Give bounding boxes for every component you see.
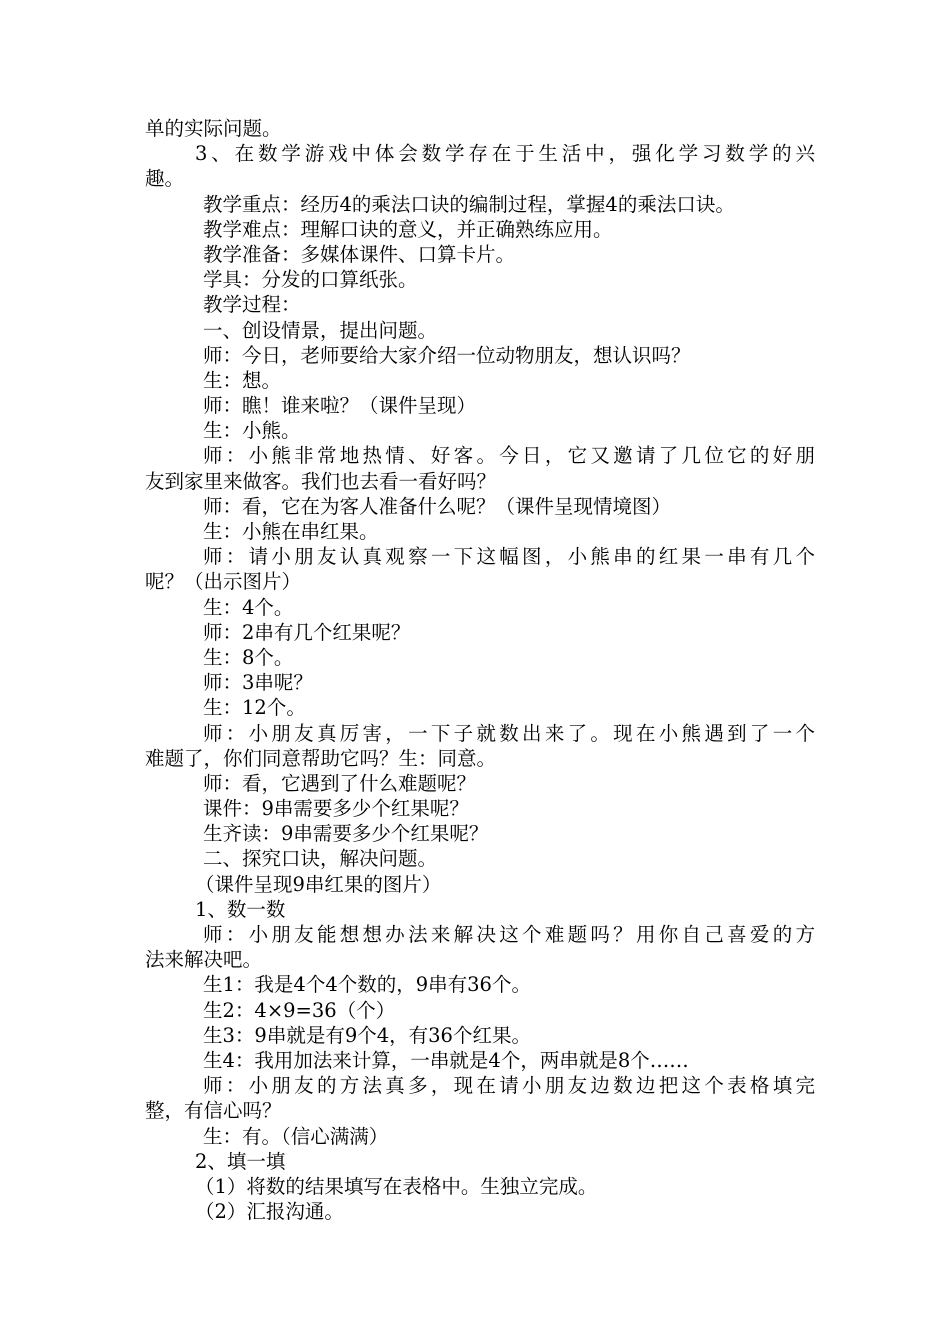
dialogue-line: 整，有信心吗？	[145, 1099, 282, 1123]
paragraph-line: 趣。	[145, 167, 185, 191]
dialogue-line: 师：看，它遇到了什么难题呢？	[203, 771, 477, 795]
section-heading: 一、创设情景，提出问题。	[203, 318, 438, 342]
dialogue-line: 生1：我是4个4个数的，9串有36个。	[203, 973, 531, 997]
dialogue-line: 生：12个。	[203, 696, 306, 720]
paragraph-line: 教学重点：经历4的乘法口诀的编制过程，掌握4的乘法口诀。	[203, 192, 735, 216]
section-heading: 二、探究口诀，解决问题。	[203, 847, 438, 871]
dialogue-line: 课件：9串需要多少个红果呢？	[203, 797, 469, 821]
dialogue-line: 师：3串呢？	[203, 671, 313, 695]
dialogue-line: 生：8个。	[203, 645, 294, 669]
dialogue-line: 生：想。	[203, 368, 282, 392]
dialogue-line: 呢？（出示图片）	[145, 570, 302, 594]
dialogue-line: 生3：9串就是有9个4，有36个红果。	[203, 1023, 531, 1047]
dialogue-line: 师：小朋友真厉害，一下子就数出来了。现在小熊遇到了一个	[203, 721, 815, 745]
dialogue-line: 师：看，它在为客人准备什么呢？（课件呈现情境图）	[203, 494, 672, 518]
dialogue-line: 师：小朋友能想想办法来解决这个难题吗？用你自己喜爱的方	[203, 923, 815, 946]
paragraph-line: （2）汇报沟通。	[195, 1200, 344, 1224]
dialogue-line: 师：小熊非常地热情、好客。今日，它又邀请了几位它的好朋	[203, 444, 815, 468]
dialogue-line: 生：小熊在串红果。	[203, 520, 379, 543]
dialogue-line: 生：有。（信心满满）	[203, 1124, 389, 1148]
paragraph-line: 教学难点：理解口诀的意义，并正确熟练应用。	[203, 217, 613, 241]
dialogue-line: 生：4个。	[203, 595, 294, 619]
paragraph-line: 教学准备：多媒体课件、口算卡片。	[203, 242, 516, 266]
subsection-heading: 1、数一数	[195, 897, 286, 921]
paragraph-line: 单的实际问题。	[145, 117, 282, 140]
dialogue-line: 生：小熊。	[203, 419, 301, 443]
paragraph-line: （1）将数的结果填写在表格中。生独立完成。	[195, 1174, 598, 1198]
dialogue-line: 师：小朋友的方法真多，现在请小朋友边数边把这个表格填完	[203, 1074, 815, 1098]
subsection-heading: 2、填一填	[195, 1149, 286, 1173]
dialogue-line: 难题了，你们同意帮助它吗？生：同意。	[145, 746, 497, 770]
dialogue-line: 师：2串有几个红果呢？	[203, 620, 411, 644]
dialogue-line: 生4：我用加法来计算，一串就是4个，两串就是8个……	[203, 1048, 689, 1072]
dialogue-line: 师：今日，老师要给大家介绍一位动物朋友，想认识吗？	[203, 343, 691, 367]
dialogue-line: 师：瞧！谁来啦？（课件呈现）	[203, 394, 477, 418]
paragraph-line: （课件呈现9串红果的图片）	[195, 872, 442, 896]
dialogue-line: 法来解决吧。	[145, 948, 263, 972]
dialogue-line: 生齐读：9串需要多少个红果呢？	[203, 822, 489, 846]
paragraph-line: 学具：分发的口算纸张。	[203, 268, 418, 292]
dialogue-line: 友到家里来做客。我们也去看一看好吗？	[145, 469, 497, 493]
dialogue-line: 师：请小朋友认真观察一下这幅图，小熊串的红果一串有几个	[203, 545, 815, 569]
lesson-plan-text	[145, 116, 815, 1224]
paragraph-line: 3、在数学游戏中体会数学存在于生活中，强化学习数学的兴	[195, 142, 815, 166]
section-heading: 教学过程：	[203, 293, 301, 317]
dialogue-line: 生2：4×9=36（个）	[203, 998, 396, 1022]
